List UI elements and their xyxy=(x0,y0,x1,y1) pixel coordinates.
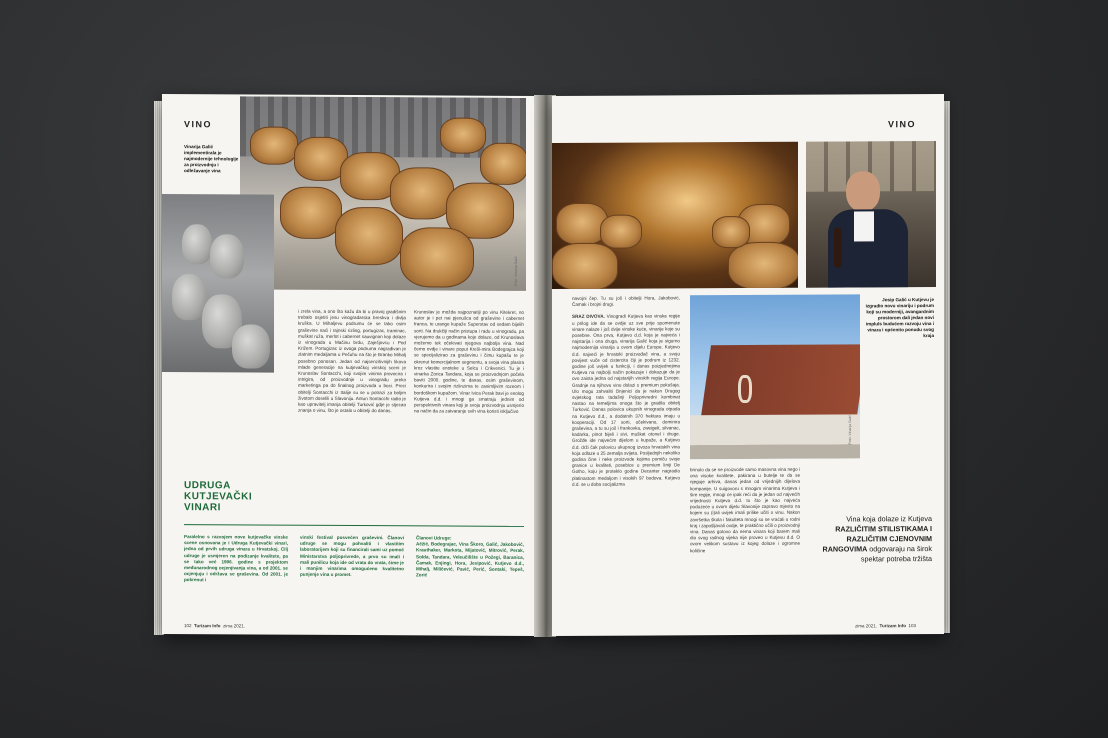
box-rule xyxy=(184,524,524,527)
magazine-spread xyxy=(150,95,950,640)
magazine-name: Turizam Info xyxy=(194,623,221,629)
right-page xyxy=(552,94,944,636)
issue-date: zima 2021. xyxy=(222,623,245,629)
pull-quote-part-a: Vina koja dolaze iz Kutjeva xyxy=(846,514,932,524)
photo-caption: Vinarija Galić implementirala je najmodernije tehnologije za proizvodnju i odležavanje vina xyxy=(184,144,239,174)
column-body: Vinogradi Kutjeva kao vinske regije u prilog ide da se ovdje uz sve prije spomenute vinare nalaze i još dvije vinske kuće, vinarije koje su posebne. Ona prva, Kutjevo d.d. koja je najveća i najstarija i ona druga, vinarija Galić koja je sigurno najmodernija vinarija u ovom dijelu Europe. Kutjevo d.d. najveći je hrvatski proizvođač vina, a svoju povijest vuče od cistercita čiji je podrum iz 1232. godine još uvijek u funkciji, i danas poizjednejima Kutjeva na najbolji način pokazuje i dokazuje da je ovo zaista jedna od najstarijih vinskih regija Europe. Gradnje na njihovu vinu dolazi s premium pokušaja. Ulo mogu zahvaliti činjenici da je nakon Drugog svjetskog rata tadašnji Poljoprivredni kombinat nastao na temeljima onoga što je gradila obitelj Turković. Danas polovica ukupnih vinograda otpada na Kutjevo d.d., a dodatnih 370 hektara imaju u kooperaciji. Od 17 sorti, očekivano, dominira graševina, a tu su još i frankovka, zweigelt, silvanac, kadarka, pinot bijeli i sivi, muškat otonel i druge. Grožđe ide najvećim dijelom u kupaže, a Kutjevo d.d. drži čak polovicu ukupnog izvoza hrvatskih vina koja odlaze u 25 zemalja svijeta. Posljednjih nekoliko godina čine i neke proizvode kojima pomiču svoje granice u kvaliteti, posebice u premium liniji De Gotho, koju je proteklo godine Decanter nagradio platinastom medaljom i visokih 97 bodova. Kutjevo d.d. se u doba socijalizma xyxy=(572,313,680,487)
left-folio xyxy=(184,623,245,628)
pull-quote xyxy=(814,514,932,565)
pull-quote-part-c: odgovaraju na širok spektar potreba tržišta xyxy=(860,544,932,564)
members-box xyxy=(416,535,524,579)
box-column-2: vinski festival posvećen graševini. Članovi udruge se mogu pohvaliti i vlastitim laboratorijem koji su financirali sami uz pomoć Ministarstva poljoprivrede, a prvo su imali i mali punilicu koja ide od vrata do vrata, čime je i manjim vinarima omogućeno kvalitetno punjenje vina u promet. xyxy=(300,534,404,578)
article-column-2: Krunoslav je možda najpoznatiji po vinu Kitekret, no autor je i pet nai pjenušca od graševine i cabernet franca, te urange kupaže Superstav od sedam bijelih sorti. Na drukčiji način pristupa i radu u vinogradu, pa vjerujemo da u godinama koje dolaze, od Krunoslava možemo tek očekivati njegova najbolja vina. Nad čemo ovdje i vinare poput Kreši-mira Bodegrajca koji se specijalizirao za graševinu i čimu kupašu te je okrenut komercijalnom segmentu, a svoja vina plasira kroz vlastite enoteke u Selcu i Crikvenici. Tu je i vinarka Zorica Tandara, koja se proizvodnjom počela baviti 2000. godine, te danas, osim graševinom, konkurira i svojim rizlinzima te zanimljivim rozeom i bordoškom kupažom. Vinar Ivica Perak bavi je enolog Kutjeva d.d. i mnogi ga smatraju jednim od perspektivnih vinara koji je svoju proizvodnju usmjerio na način da za zatvaranje svih vina koristi isključivo xyxy=(414,309,524,415)
members-list: Ačžić, Bodegrajac, Vina Škoro, Galić, Jakobović, Krauthaker, Markota, Mijatović, Mitrović, Perak, Solda, Tandara, Veleučilište u Požegi, Baranica, Čamak, Enjingi, Hora, Jesipović, Kutjevo d.d., Mihalj, Miličević, Pavić, Perić, Sontaki, Tepeš, Zorić xyxy=(416,541,524,578)
portrait-photo xyxy=(806,141,936,288)
article-column-1 xyxy=(572,295,680,488)
subhead: SRAZ DIVOVA. xyxy=(572,314,605,320)
photo-credit: Foto: Vinarija Galić xyxy=(514,256,518,286)
article-column-2: brinulo da se ne proizvode samo masovna vina nego i ona visoke kvalitete, pakirana u butelje te da se njeguje arhiva, danas jedan od vrijednijih dijelova kompanije. U suigovoru s mnogim vinarima Kutjeva i šire regije, mnogi će ipak reći da je jedan od najvećih vrijednosti Kutjeva d.d. to što je kao najveća poduzeće u ovom dijelu Slavonije zapravo mjesto na kojem su (i)ali uvijek imali prilike učiti o vinu. Nakon završetka škola i fakulteta mnogi su se vraćali u rodni kraj i zapošljavali ovdje, te praktično učili o proizvodnji vina. Danas gotovo da nema vinara koji barem mali dio svog radnog vijeka nije proveo u Kutjevu d.d. O ovom velikom sustavu iz kojeg dolaze i ogromne količine xyxy=(690,466,800,553)
steel-tanks-photo xyxy=(162,194,274,373)
pull-quote-emphasis: RAZLIČITIM STILISTIKAMA I RAZLIČITIM CJENOVNIM RANGOVIMA xyxy=(822,524,932,554)
winery-building-photo xyxy=(690,294,860,459)
box-column-1: Paralelno s razvojem nove kutjevačke vinske scene osnovana je i Udruga Kutjevački vinari, jedna od prvih udruga vinara u Hrvatskoj. Cilj udruge je usmjeren na podizanje kvalitete, pa se tako već 1996. godine s projektom međunarodnog ocjenjivanja vina, a od 2001. se ocjenjuju i održava se graševina. Od 2001. je pokrenut i xyxy=(184,534,288,583)
box-headline: UDRUGA KUTJEVAČKI VINARI xyxy=(184,480,253,514)
barrel-hall-photo xyxy=(240,96,526,290)
issue-date: zima 2021. xyxy=(855,623,878,629)
section-label: VINO xyxy=(887,119,916,130)
left-page xyxy=(162,94,538,636)
right-folio xyxy=(855,623,916,628)
section-label: VINO xyxy=(184,119,213,130)
article-column-1: i zrela vina, a ono što kažu da bi u pravoj gradišnim trebalo osjetiti jesu vinogradarska breskva i divlja kruška. U Mihaljevu podrumu će se tako osim graševine naći i rajnski rizling, portugizac, traminac, muškat ruža, merlot i cabernet sauvignon koji dolaze iz vinograda u Mačinu brdu, Zaječjovcu i Pod Križem. Portugizac iz ovoga podruma nagrađivan je zlatnim medaljama u Pečuhu na što je Branko Mihalj posebno ponosan. Jedan od najsenzitivnijih likova mlade generacije na kutjevačkoj vinskoj sceni je Krunoslav Sontacchi, koji svojim vinima provocira i intrigira, od proizvodnje u vinogradu preko marketinga pa do finalnog proizvoda u boci. Preci obitelji Sontacchi iz Italije su se u potrazi za boljim životom doselili u Slavoniju. Antun Sontacchi radio je kao upravitelj imanja obitelji Turković gdje je stjecao znanja o vinu, što je ostalo u obitelji do danas. xyxy=(298,308,406,414)
magazine-name: Turizam Info xyxy=(879,623,906,629)
column-intro: navojni čep. Tu su još i obitelji Hora, Jakobović, Čamak i brojni drugi. xyxy=(572,295,680,308)
building-photo-credit: Foto: Vinarija Galić xyxy=(848,414,852,445)
cellar-photo xyxy=(552,142,798,289)
page-number: 102 xyxy=(184,623,192,629)
portrait-caption: Josip Galić u Kutjevu je izgradio novu vinariju i podrum koji su moderniji, avangardnim prostorom dali jedan novi impluls budućem razvoju vina i vinara i općenito ponudu svog kraja xyxy=(865,297,934,339)
members-label: Članovi Udruge: xyxy=(416,535,452,541)
page-number: 103 xyxy=(908,623,916,629)
